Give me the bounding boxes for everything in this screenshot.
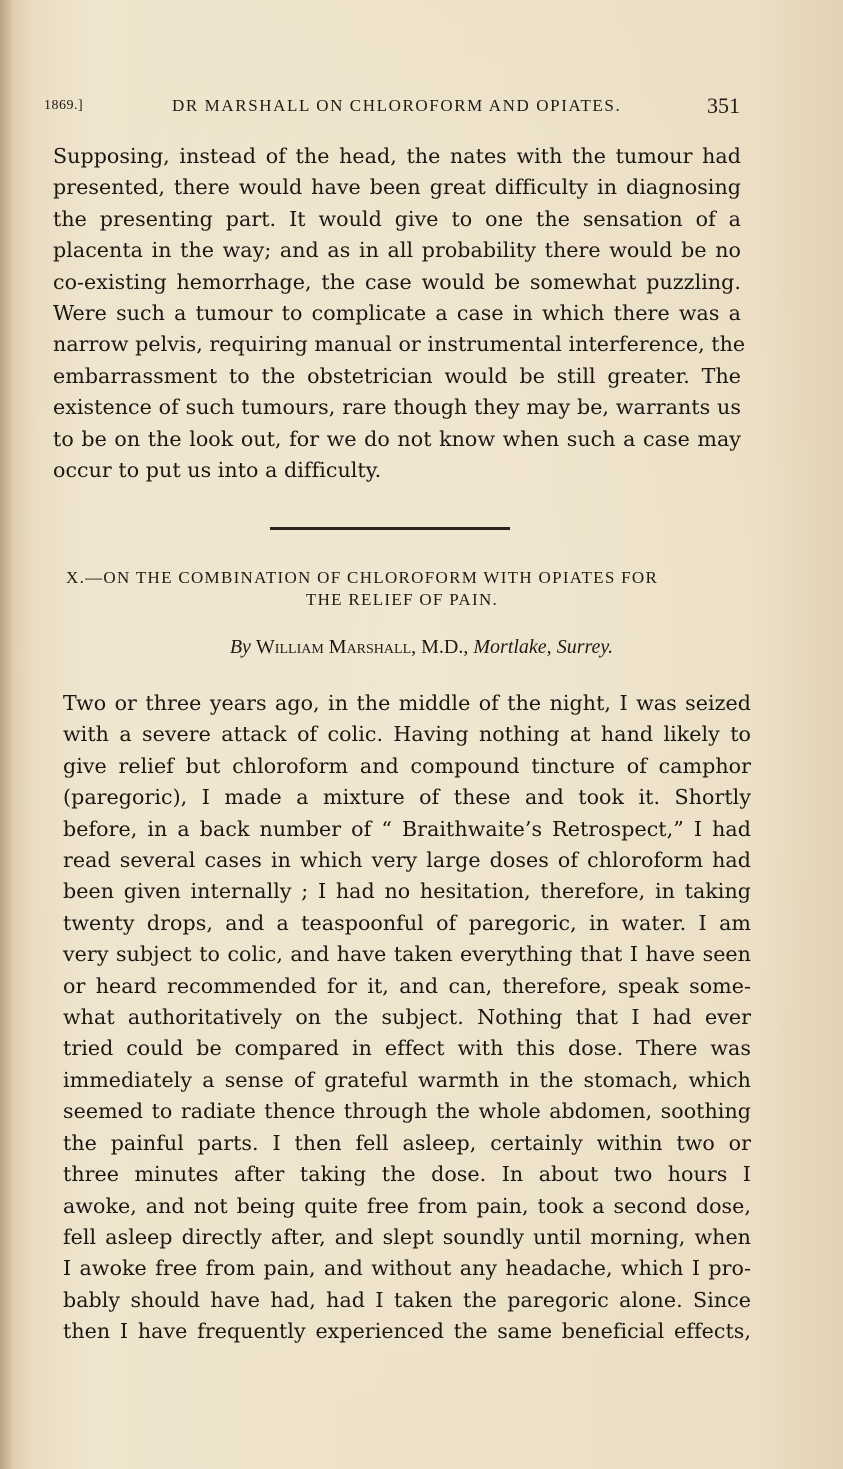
byline-degree: M.D., (421, 636, 469, 658)
text-line: I awoke free from pain, and without any headache, which I pro- (63, 1256, 751, 1281)
paragraph-article-body (63, 688, 751, 1348)
text-line: awoke, and not being quite free from pain, took a second dose, (63, 1193, 751, 1218)
text-line: presented, there would have been great difficulty in diagnosing (53, 175, 741, 200)
page-edge-shadow (0, 0, 14, 1469)
text-line: narrow pelvis, requiring manual or instrumental interference, the (53, 332, 746, 357)
text-line: read several cases in which very large doses of chloroform had (63, 848, 751, 873)
text-line: (paregoric), I made a mixture of these and took it. Shortly (63, 785, 751, 810)
text-line: seemed to radiate thence through the whole abdomen, soothing (63, 1099, 751, 1124)
text-line: immediately a sense of grateful warmth in the stomach, which (63, 1067, 751, 1092)
section-title-line-2: THE RELIEF OF PAIN. (305, 590, 499, 609)
text-line: before, in a back number of “ Braithwaite’s Retrospect,” I had (63, 816, 751, 841)
text-line: occur to put us into a difficulty. (53, 458, 382, 483)
text-line: tried could be compared in effect with this dose. There was (63, 1036, 751, 1061)
text-line: co-existing hemorrhage, the case would be somewhat puzzling. (53, 269, 741, 294)
text-line: to be on the look out, for we do not know when such a case may (53, 426, 741, 451)
text-line: the painful parts. I then fell asleep, certainly within two or (63, 1130, 751, 1155)
text-line: twenty drops, and a teaspoonful of paregoric, in water. I am (63, 910, 751, 935)
text-line: or heard recommended for it, and can, therefore, speak some- (63, 973, 751, 998)
byline-county: Surrey. (556, 636, 614, 658)
text-line: existence of such tumours, rare though they may be, warrants us (53, 395, 741, 420)
text-line: placenta in the way; and as in all probability there would be no (53, 238, 741, 263)
paragraph-tumour-continuation (53, 141, 746, 486)
section-divider (270, 527, 510, 530)
page-number: 351 (707, 93, 740, 118)
text-line: what authoritatively on the subject. Nothing that I had ever (63, 1005, 751, 1030)
byline-place: Mortlake, (473, 636, 552, 658)
text-line: been given internally ; I had no hesitation, therefore, in taking (63, 879, 751, 904)
section-title-line-1: X.—ON THE COMBINATION OF CHLOROFORM WITH OPIATES FOR (66, 568, 659, 587)
text-line: three minutes after taking the dose. In about two hours I (63, 1162, 751, 1187)
text-line: embarrassment to the obstetrician would be still greater. The (53, 363, 741, 388)
header-title: DR MARSHALL ON CHLOROFORM AND OPIATES. (172, 96, 622, 115)
header-year: 1869.] (44, 98, 84, 113)
text-line: Were such a tumour to complicate a case in which there was a (53, 301, 741, 326)
text-line: bably should have had, had I taken the paregoric alone. Since (63, 1287, 751, 1312)
author-byline (0, 636, 843, 659)
section-title (66, 567, 738, 611)
text-line: with a severe attack of colic. Having nothing at hand likely to (63, 722, 751, 747)
text-line: then I have frequently experienced the same beneficial effects, (63, 1319, 751, 1344)
text-line: Supposing, instead of the head, the nates with the tumour had (53, 144, 741, 168)
text-line: fell asleep directly after, and slept soundly until morning, when (63, 1224, 751, 1249)
text-line: the presenting part. It would give to one the sensation of a (53, 206, 741, 231)
text-line: give relief but chloroform and compound tincture of camphor (63, 753, 751, 778)
running-head (44, 93, 744, 123)
text-line: Two or three years ago, in the middle of the night, I was seized (63, 691, 751, 715)
byline-author: William Marshall, (255, 636, 417, 658)
byline-by: By (229, 636, 251, 658)
text-line: very subject to colic, and have taken everything that I have seen (63, 942, 751, 967)
